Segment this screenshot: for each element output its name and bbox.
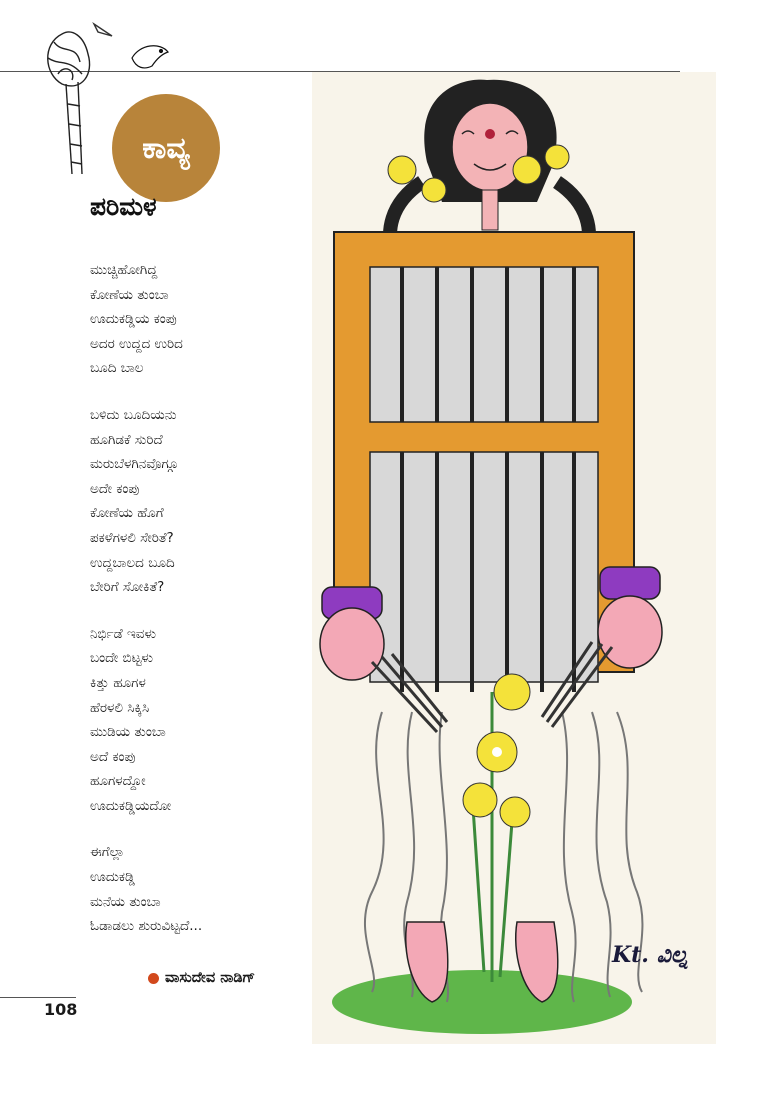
poem-line: ಮುಚ್ಚಿಹೋಗಿದ್ದ xyxy=(90,262,158,278)
poem-line: ಓಡಾಡಲು ಶುರುವಿಟ್ಟದೆ... xyxy=(90,918,203,935)
poem-line: ಮನೆಯ ತುಂಬಾ xyxy=(90,893,161,910)
bangle-icon xyxy=(600,567,660,599)
girl-illustration xyxy=(312,72,716,1044)
poem-line: ಹೂಗಿಡಕೆ ಸುರಿದೆ xyxy=(90,431,163,448)
poem-line: ಬಂದೇ ಬಿಟ್ಟಳು xyxy=(90,650,154,667)
bullet-icon xyxy=(148,973,159,984)
page-number: 108 xyxy=(44,1000,78,1019)
poem-line: ನಿರ್ಭಿಡೆ ಇವಳು xyxy=(90,625,157,642)
poem-line: ಬಳಿದು ಬೂದಿಯನು xyxy=(90,406,177,423)
poem-line: ಹೂಗಳದ್ದೋ xyxy=(90,773,146,790)
bottom-rule xyxy=(0,997,76,998)
poem-line: ಬೇರಿಗೆ ಸೋಕಿತೆ? xyxy=(90,579,165,596)
girl-head xyxy=(424,80,556,230)
poem-line: ಊದುಕಡ್ಡಿ xyxy=(90,869,135,886)
grass-patch xyxy=(332,970,632,1034)
poem-line: ಬೂದಿ ಬಾಲ xyxy=(90,360,144,377)
poem-line: ಮುಡಿಯ ತುಂಬಾ xyxy=(90,724,166,741)
section-badge: ಕಾವ್ಯ xyxy=(112,94,220,202)
poem-title: ಪರಿಮಳ xyxy=(90,192,157,221)
poem-line: ಅದರ ಉದ್ದದ ಉರಿದ xyxy=(90,335,183,352)
window-frame xyxy=(334,232,634,692)
poem-line: ಕೋಣೆಯ ಹೊಗೆ xyxy=(90,505,164,522)
poem-line: ಪಕಳೆಗಳಲಿ ಸೇರಿತೆ? xyxy=(90,529,174,546)
section-logo xyxy=(32,14,188,182)
poem-line: ಅದೇ ಕಂಪು xyxy=(90,480,140,497)
poem-line: ಊದುಕಡ್ಡಿಯ ಕಂಪು xyxy=(90,311,177,328)
poem-stanza xyxy=(90,403,320,600)
author-credit xyxy=(148,970,255,986)
poem-illustration xyxy=(312,72,716,1044)
poem-stanza xyxy=(90,622,320,819)
poem-line: ಅದೆ ಕಂಪು xyxy=(90,748,136,765)
poem-line: ಉದ್ದಬಾಲದ ಬೂದಿ xyxy=(90,554,175,571)
poem-body xyxy=(90,258,320,961)
poem-line: ಹೆರಳಲಿ ಸಿಕ್ಕಿಸಿ xyxy=(90,699,150,716)
poem-line: ಮರುಬೆಳಗಿನವೊಗ್ಗೂ xyxy=(90,456,179,473)
poem-line: ಈಗೆಲ್ಲಾ xyxy=(90,844,125,861)
poem-line: ಕಿತ್ತು ಹೂಗಳ xyxy=(90,674,146,691)
poem-line: ಕೋಣೆಯ ತುಂಬಾ xyxy=(90,286,169,303)
poem-line: ಊದುಕಡ್ಡಿಯದೋ xyxy=(90,797,172,814)
poem-stanza xyxy=(90,258,320,381)
poem-stanza xyxy=(90,840,320,938)
author-name: ವಾಸುದೇವ ನಾಡಿಗ್ xyxy=(165,970,256,986)
artist-signature: Kt. ವಿಲ್ನ xyxy=(612,942,689,968)
